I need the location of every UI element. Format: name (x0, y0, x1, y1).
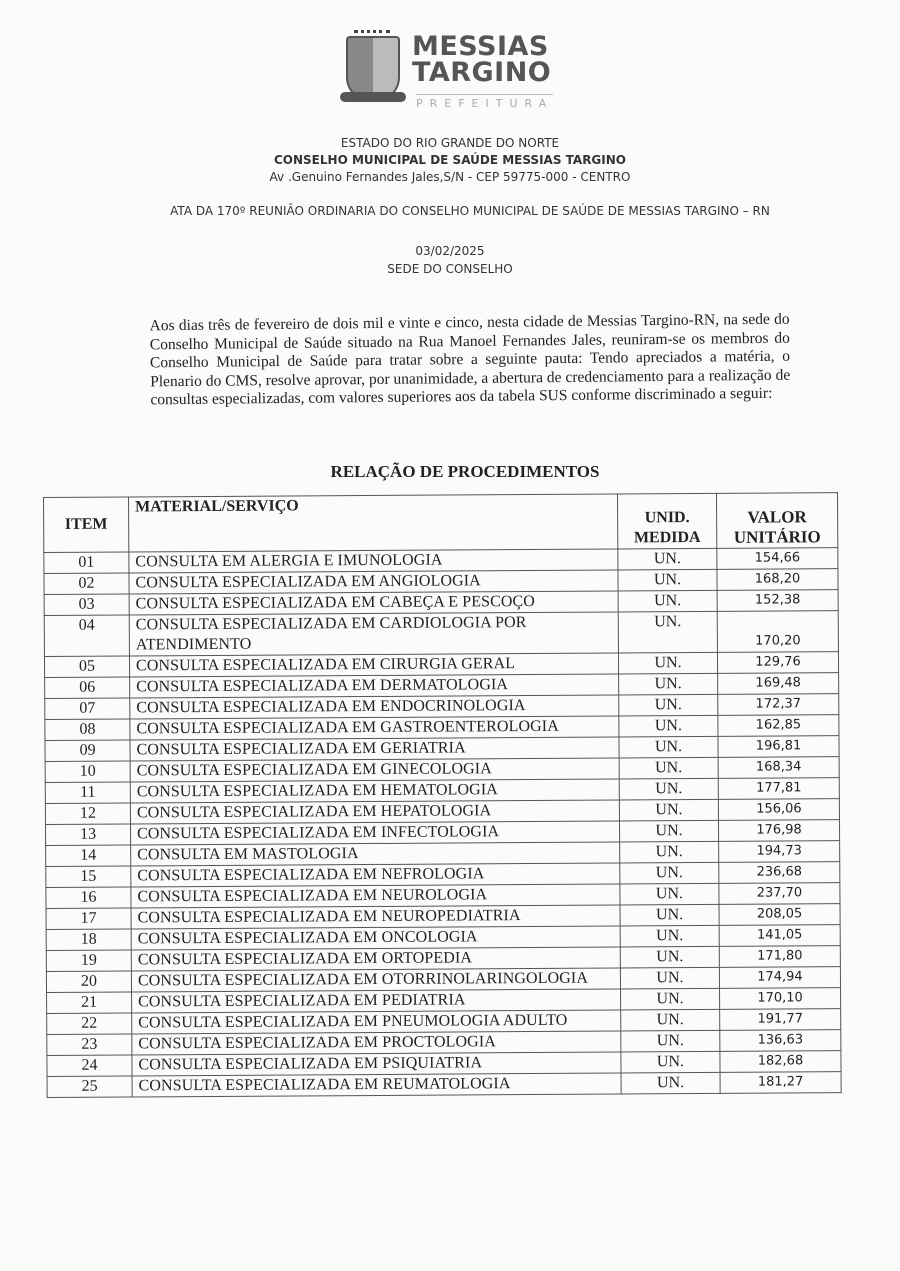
row-service: CONSULTA EM ALERGIA E IMUNOLOGIA (129, 549, 618, 573)
header-service: MATERIAL/SERVIÇO (129, 494, 618, 552)
row-item: 04 (44, 615, 129, 657)
row-unit: UN. (619, 694, 718, 716)
row-service: CONSULTA ESPECIALIZADA EM ANGIOLOGIA (129, 570, 618, 594)
row-unit: UN. (618, 548, 717, 570)
banner-ribbon (340, 92, 406, 102)
row-item: 18 (46, 929, 131, 951)
row-unit: UN. (620, 883, 719, 905)
row-item: 09 (45, 740, 130, 762)
row-value: 237,70 (719, 883, 840, 905)
row-value: 162,85 (718, 715, 839, 737)
logo-line-1: MESSIAS (412, 31, 549, 62)
row-service: CONSULTA EM MASTOLOGIA (131, 842, 620, 866)
row-value: 172,37 (718, 694, 839, 716)
row-unit: UN. (620, 967, 719, 989)
row-service: CONSULTA ESPECIALIZADA EM HEMATOLOGIA (130, 779, 619, 803)
row-item: 23 (47, 1034, 132, 1056)
row-value: 177,81 (718, 778, 839, 800)
row-unit: UN. (621, 1051, 720, 1073)
row-unit: UN. (618, 569, 717, 591)
row-unit: UN. (620, 862, 719, 884)
row-service: CONSULTA ESPECIALIZADA EM PEDIATRIA (132, 989, 621, 1013)
row-unit: UN. (619, 799, 718, 821)
row-service: CONSULTA ESPECIALIZADA EM GASTROENTEROLOGIA (130, 716, 619, 740)
row-value: 191,77 (720, 1009, 841, 1031)
row-value: 171,80 (719, 946, 840, 968)
row-service: CONSULTA ESPECIALIZADA EM CIRURGIA GERAL (129, 653, 618, 677)
row-value: 196,81 (718, 736, 839, 758)
row-item: 24 (47, 1055, 132, 1077)
meeting-location: SEDE DO CONSELHO (387, 262, 513, 276)
row-item: 14 (46, 845, 131, 867)
row-service: CONSULTA ESPECIALIZADA EM NEFROLOGIA (131, 863, 620, 887)
row-service: CONSULTA ESPECIALIZADA EM CABEÇA E PESCOÇO (129, 591, 618, 615)
row-service: CONSULTA ESPECIALIZADA EM ORTOPEDIA (131, 947, 620, 971)
table-header-row (44, 493, 838, 553)
row-service: CONSULTA ESPECIALIZADA EM NEUROPEDIATRIA (131, 905, 620, 929)
procedures-table (43, 492, 842, 1098)
row-item: 07 (45, 698, 130, 720)
row-unit: UN. (621, 988, 720, 1010)
row-service: CONSULTA ESPECIALIZADA EM PNEUMOLOGIA ADULTO (132, 1010, 621, 1034)
row-value: 168,34 (718, 757, 839, 779)
minutes-body: Aos dias três de fevereiro de dois mil e vinte e cinco, nesta cidade de Messias Targino-RN, na sede do Conselho Municipal de Saúde situado na Rua Manoel Fernandes Jales, reuniram-se os membros do Conselho Municipal de Saúde para tratar sobre a seguinte pauta: Tendo apreciados a matéria, o Plenario do CMS, resolve aprovar, por unanimidade, a abertura de credenciamento para a realização de consultas especializadas, com valores superiores aos da tabela SUS conforme discriminado a seguir: (149, 310, 791, 409)
row-unit: UN. (618, 590, 717, 612)
row-service: CONSULTA ESPECIALIZADA EM INFECTOLOGIA (130, 821, 619, 845)
row-value: 170,10 (720, 988, 841, 1010)
row-unit: UN. (619, 715, 718, 737)
row-item: 11 (45, 782, 130, 804)
row-service: CONSULTA ESPECIALIZADA EM DERMATOLOGIA (130, 674, 619, 698)
row-value: 236,68 (719, 862, 840, 884)
row-unit: UN. (618, 652, 717, 674)
row-value: 169,48 (718, 673, 839, 695)
row-unit: UN. (621, 1030, 720, 1052)
row-item: 15 (46, 866, 131, 888)
row-value: 168,20 (717, 569, 838, 591)
row-value: 141,05 (719, 925, 840, 947)
council-address: Av .Genuino Fernandes Jales,S/N - CEP 59775-000 - CENTRO (269, 170, 631, 184)
row-item: 05 (44, 656, 129, 678)
council-name: CONSELHO MUNICIPAL DE SAÚDE MESSIAS TARGINO (273, 153, 626, 167)
table-row (44, 611, 838, 657)
row-item: 17 (46, 908, 131, 930)
row-unit: UN. (619, 736, 718, 758)
header-item: ITEM (44, 497, 129, 553)
row-unit: UN. (619, 673, 718, 695)
row-service: CONSULTA ESPECIALIZADA EM NEUROLOGIA (131, 884, 620, 908)
row-item: 03 (44, 594, 129, 616)
logo-subtitle: PREFEITURA (416, 94, 553, 110)
row-item: 20 (46, 971, 131, 993)
row-value: 194,73 (719, 841, 840, 863)
minutes-title: ATA DA 170º REUNIÃO ORDINARIA DO CONSELHO MUNICIPAL DE SAÚDE DE MESSIAS TARGINO – RN (170, 204, 770, 218)
row-item: 02 (44, 573, 129, 595)
row-unit: UN. (619, 778, 718, 800)
meeting-date: 03/02/2025 (415, 244, 485, 258)
row-item: 22 (47, 1013, 132, 1035)
row-service: CONSULTA ESPECIALIZADA EM ONCOLOGIA (131, 926, 620, 950)
row-value: 136,63 (720, 1030, 841, 1052)
row-service: CONSULTA ESPECIALIZADA EM ENDOCRINOLOGIA (130, 695, 619, 719)
row-service: CONSULTA ESPECIALIZADA EM PROCTOLOGIA (132, 1031, 621, 1055)
row-value: 174,94 (719, 967, 840, 989)
row-unit: UN. (620, 841, 719, 863)
row-unit: UN. (620, 925, 719, 947)
row-service: CONSULTA ESPECIALIZADA EM OTORRINOLARINGOLOGIA (131, 968, 620, 992)
row-unit: UN. (620, 946, 719, 968)
row-value: 182,68 (720, 1051, 841, 1073)
state-name: ESTADO DO RIO GRANDE DO NORTE (340, 136, 560, 150)
table-title: RELAÇÃO DE PROCEDIMENTOS (330, 462, 600, 481)
row-service: CONSULTA ESPECIALIZADA EM GINECOLOGIA (130, 758, 619, 782)
row-unit: UN. (620, 904, 719, 926)
row-service: CONSULTA ESPECIALIZADA EM PSIQUIATRIA (132, 1052, 621, 1076)
row-value: 129,76 (717, 652, 838, 674)
row-unit: UN. (621, 1009, 720, 1031)
header-unit: UNID. MEDIDA (617, 493, 716, 549)
row-item: 12 (45, 803, 130, 825)
row-unit: UN. (619, 820, 718, 842)
row-value: 154,66 (717, 548, 838, 570)
row-value: 181,27 (720, 1072, 841, 1094)
logo-text (412, 31, 552, 88)
row-value: 208,05 (719, 904, 840, 926)
row-service: CONSULTA ESPECIALIZADA EM GERIATRIA (130, 737, 619, 761)
header-value: VALOR UNITÁRIO (716, 493, 837, 549)
row-item: 08 (45, 719, 130, 741)
row-service: CONSULTA ESPECIALIZADA EM REUMATOLOGIA (132, 1073, 621, 1097)
row-value: 156,06 (718, 799, 839, 821)
row-item: 01 (44, 552, 129, 574)
row-item: 10 (45, 761, 130, 783)
row-item: 13 (46, 824, 131, 846)
row-value: 170,20 (717, 611, 838, 653)
row-value: 176,98 (718, 820, 839, 842)
row-service: CONSULTA ESPECIALIZADA EM HEPATOLOGIA (130, 800, 619, 824)
logo-line-2: TARGINO (412, 57, 552, 88)
row-value: 152,38 (717, 590, 838, 612)
row-unit: UN. (619, 757, 718, 779)
row-item: 21 (47, 992, 132, 1014)
row-unit: UN. (618, 611, 717, 653)
prefeitura-logo (340, 30, 570, 115)
row-item: 16 (46, 887, 131, 909)
row-service: CONSULTA ESPECIALIZADA EM CARDIOLOGIA POR ATENDIMENTO (129, 612, 618, 656)
row-item: 25 (47, 1076, 132, 1098)
row-item: 19 (46, 950, 131, 972)
table-row (47, 1072, 841, 1098)
row-unit: UN. (621, 1072, 720, 1094)
row-item: 06 (45, 677, 130, 699)
